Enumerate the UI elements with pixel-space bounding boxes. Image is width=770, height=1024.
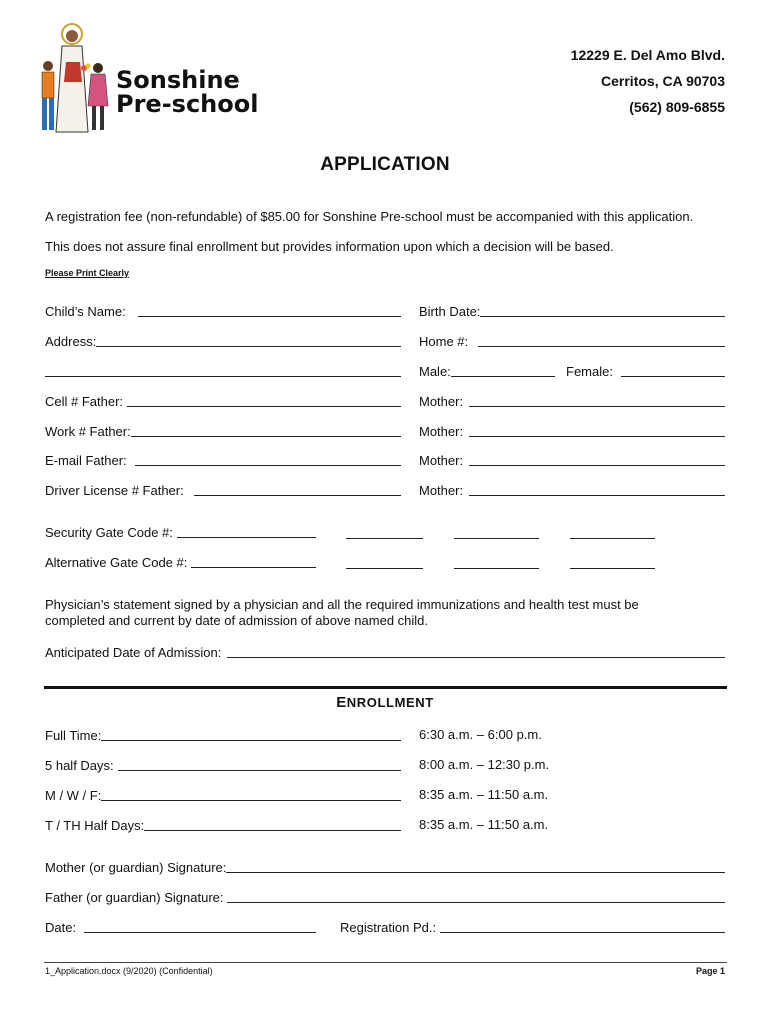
fee-statement: A registration fee (non-refundable) of $85.00 for Sonshine Pre-school must be accompanied with this application.	[45, 209, 694, 224]
alt-gate-line-2[interactable]	[346, 568, 423, 569]
half-days-option[interactable]	[45, 755, 401, 773]
address-line-2-field[interactable]	[45, 361, 401, 379]
security-gate-label: Security Gate Code #:	[45, 525, 173, 540]
male-label: Male:	[419, 364, 451, 379]
print-clearly-note: Please Print Clearly	[45, 268, 130, 278]
tth-option[interactable]	[45, 815, 401, 833]
logo-text-line1: Sonshine	[116, 66, 240, 94]
email-mother-label: Mother:	[419, 453, 464, 468]
child-name-label: Child’s Name:	[45, 304, 126, 319]
mother-signature-line[interactable]	[226, 872, 725, 873]
address-label: Address:	[45, 334, 97, 349]
father-signature-label: Father (or guardian) Signature:	[45, 890, 224, 905]
female-label: Female:	[566, 364, 613, 379]
home-phone-line[interactable]	[478, 346, 725, 347]
school-logo	[36, 22, 276, 144]
full-time-hours: 6:30 a.m. – 6:00 p.m.	[419, 727, 542, 742]
birth-date-label: Birth Date:	[419, 304, 481, 319]
work-mother-label: Mother:	[419, 424, 464, 439]
alt-gate-field[interactable]	[45, 552, 316, 570]
date-line[interactable]	[84, 932, 316, 933]
full-time-label: Full Time:	[45, 728, 102, 743]
license-father-field[interactable]	[45, 480, 401, 498]
address-line1: 12229 E. Del Amo Blvd.	[570, 47, 725, 63]
full-time-option[interactable]	[45, 725, 401, 743]
license-mother-label: Mother:	[419, 483, 464, 498]
cell-father-label: Cell # Father:	[45, 394, 124, 409]
alt-gate-line-1[interactable]	[191, 567, 316, 568]
email-mother-field[interactable]	[419, 450, 725, 468]
license-father-line[interactable]	[194, 495, 401, 496]
admission-date-line[interactable]	[227, 657, 725, 658]
phone-number: (562) 809-6855	[629, 99, 725, 115]
security-gate-field[interactable]	[45, 522, 316, 540]
tth-hours: 8:35 a.m. – 11:50 a.m.	[419, 817, 549, 832]
registration-paid-label: Registration Pd.:	[340, 920, 437, 935]
alt-gate-line-4[interactable]	[570, 568, 655, 569]
date-field[interactable]	[45, 917, 316, 935]
date-label: Date:	[45, 920, 77, 935]
mwf-hours: 8:35 a.m. – 11:50 a.m.	[419, 787, 549, 802]
father-signature-field[interactable]	[45, 887, 725, 905]
enrollment-note: This does not assure final enrollment but provides information upon which a decision will be based.	[45, 239, 614, 254]
mwf-label: M / W / F:	[45, 788, 102, 803]
security-gate-line-1[interactable]	[177, 537, 316, 538]
home-phone-label: Home #:	[419, 334, 469, 349]
male-field[interactable]	[419, 361, 555, 379]
half-days-line[interactable]	[118, 770, 401, 771]
footer-page-number	[696, 966, 725, 976]
home-phone-field[interactable]	[419, 331, 725, 349]
address-line2: Cerritos, CA 90703	[601, 73, 725, 89]
female-line[interactable]	[621, 376, 725, 377]
half-days-hours: 8:00 a.m. – 12:30 p.m.	[419, 757, 550, 772]
alt-gate-line-3[interactable]	[454, 568, 539, 569]
birth-date-field[interactable]	[419, 301, 725, 319]
footer-divider	[44, 962, 727, 963]
section-divider	[44, 686, 727, 689]
work-mother-field[interactable]	[419, 421, 725, 439]
security-gate-line-2[interactable]	[346, 538, 423, 539]
registration-paid-line[interactable]	[440, 932, 725, 933]
cell-mother-line[interactable]	[469, 406, 725, 407]
male-line[interactable]	[451, 376, 555, 377]
work-father-field[interactable]	[45, 421, 401, 439]
alt-gate-label: Alternative Gate Code #:	[45, 555, 188, 570]
admission-date-label: Anticipated Date of Admission:	[45, 645, 222, 660]
mwf-line[interactable]	[101, 800, 401, 801]
security-gate-line-4[interactable]	[570, 538, 655, 539]
mwf-option[interactable]	[45, 785, 401, 803]
half-days-label: 5 half Days:	[45, 758, 114, 773]
page-number: 1	[719, 966, 725, 976]
mother-signature-label: Mother (or guardian) Signature:	[45, 860, 227, 875]
email-father-label: E-mail Father:	[45, 453, 127, 468]
cell-mother-field[interactable]	[419, 391, 725, 409]
father-signature-line[interactable]	[227, 902, 725, 903]
admission-date-field[interactable]	[45, 642, 725, 660]
address-line-2[interactable]	[45, 376, 401, 377]
license-father-label: Driver License # Father:	[45, 483, 184, 498]
license-mother-field[interactable]	[419, 480, 725, 498]
registration-paid-field[interactable]	[340, 917, 725, 935]
page-title: APPLICATION	[320, 154, 450, 175]
address-field[interactable]	[45, 331, 401, 349]
female-field[interactable]	[566, 361, 725, 379]
cell-father-line[interactable]	[127, 406, 401, 407]
email-father-field[interactable]	[45, 450, 401, 468]
child-name-field[interactable]	[45, 301, 401, 319]
child-name-line[interactable]	[138, 316, 401, 317]
birth-date-line[interactable]	[480, 316, 725, 317]
full-time-line[interactable]	[101, 740, 401, 741]
enrollment-heading-rest: NROLLMENT	[346, 695, 434, 710]
physician-statement-line1: Physician’s statement signed by a physician and all the required immunizations and health test must be	[45, 597, 639, 612]
work-father-label: Work # Father:	[45, 424, 131, 439]
cell-father-field[interactable]	[45, 391, 401, 409]
work-mother-line[interactable]	[469, 436, 725, 437]
footer-document-name: 1_Application.docx (9/2020) (Confidential)	[45, 966, 213, 976]
enrollment-heading	[0, 694, 770, 711]
work-father-line[interactable]	[131, 436, 401, 437]
address-line[interactable]	[96, 346, 401, 347]
cell-mother-label: Mother:	[419, 394, 464, 409]
mother-signature-field[interactable]	[45, 857, 725, 875]
enrollment-heading-initial: E	[336, 694, 347, 711]
tth-line[interactable]	[144, 830, 401, 831]
page-label: Page	[695, 966, 718, 976]
email-mother-line[interactable]	[469, 465, 725, 466]
security-gate-line-3[interactable]	[454, 538, 539, 539]
email-father-line[interactable]	[135, 465, 401, 466]
tth-label: T / TH Half Days:	[45, 818, 145, 833]
license-mother-line[interactable]	[469, 495, 725, 496]
logo-text-line2: Pre-school	[116, 90, 259, 118]
physician-statement-line2: completed and current by date of admission of above named child.	[45, 613, 429, 628]
